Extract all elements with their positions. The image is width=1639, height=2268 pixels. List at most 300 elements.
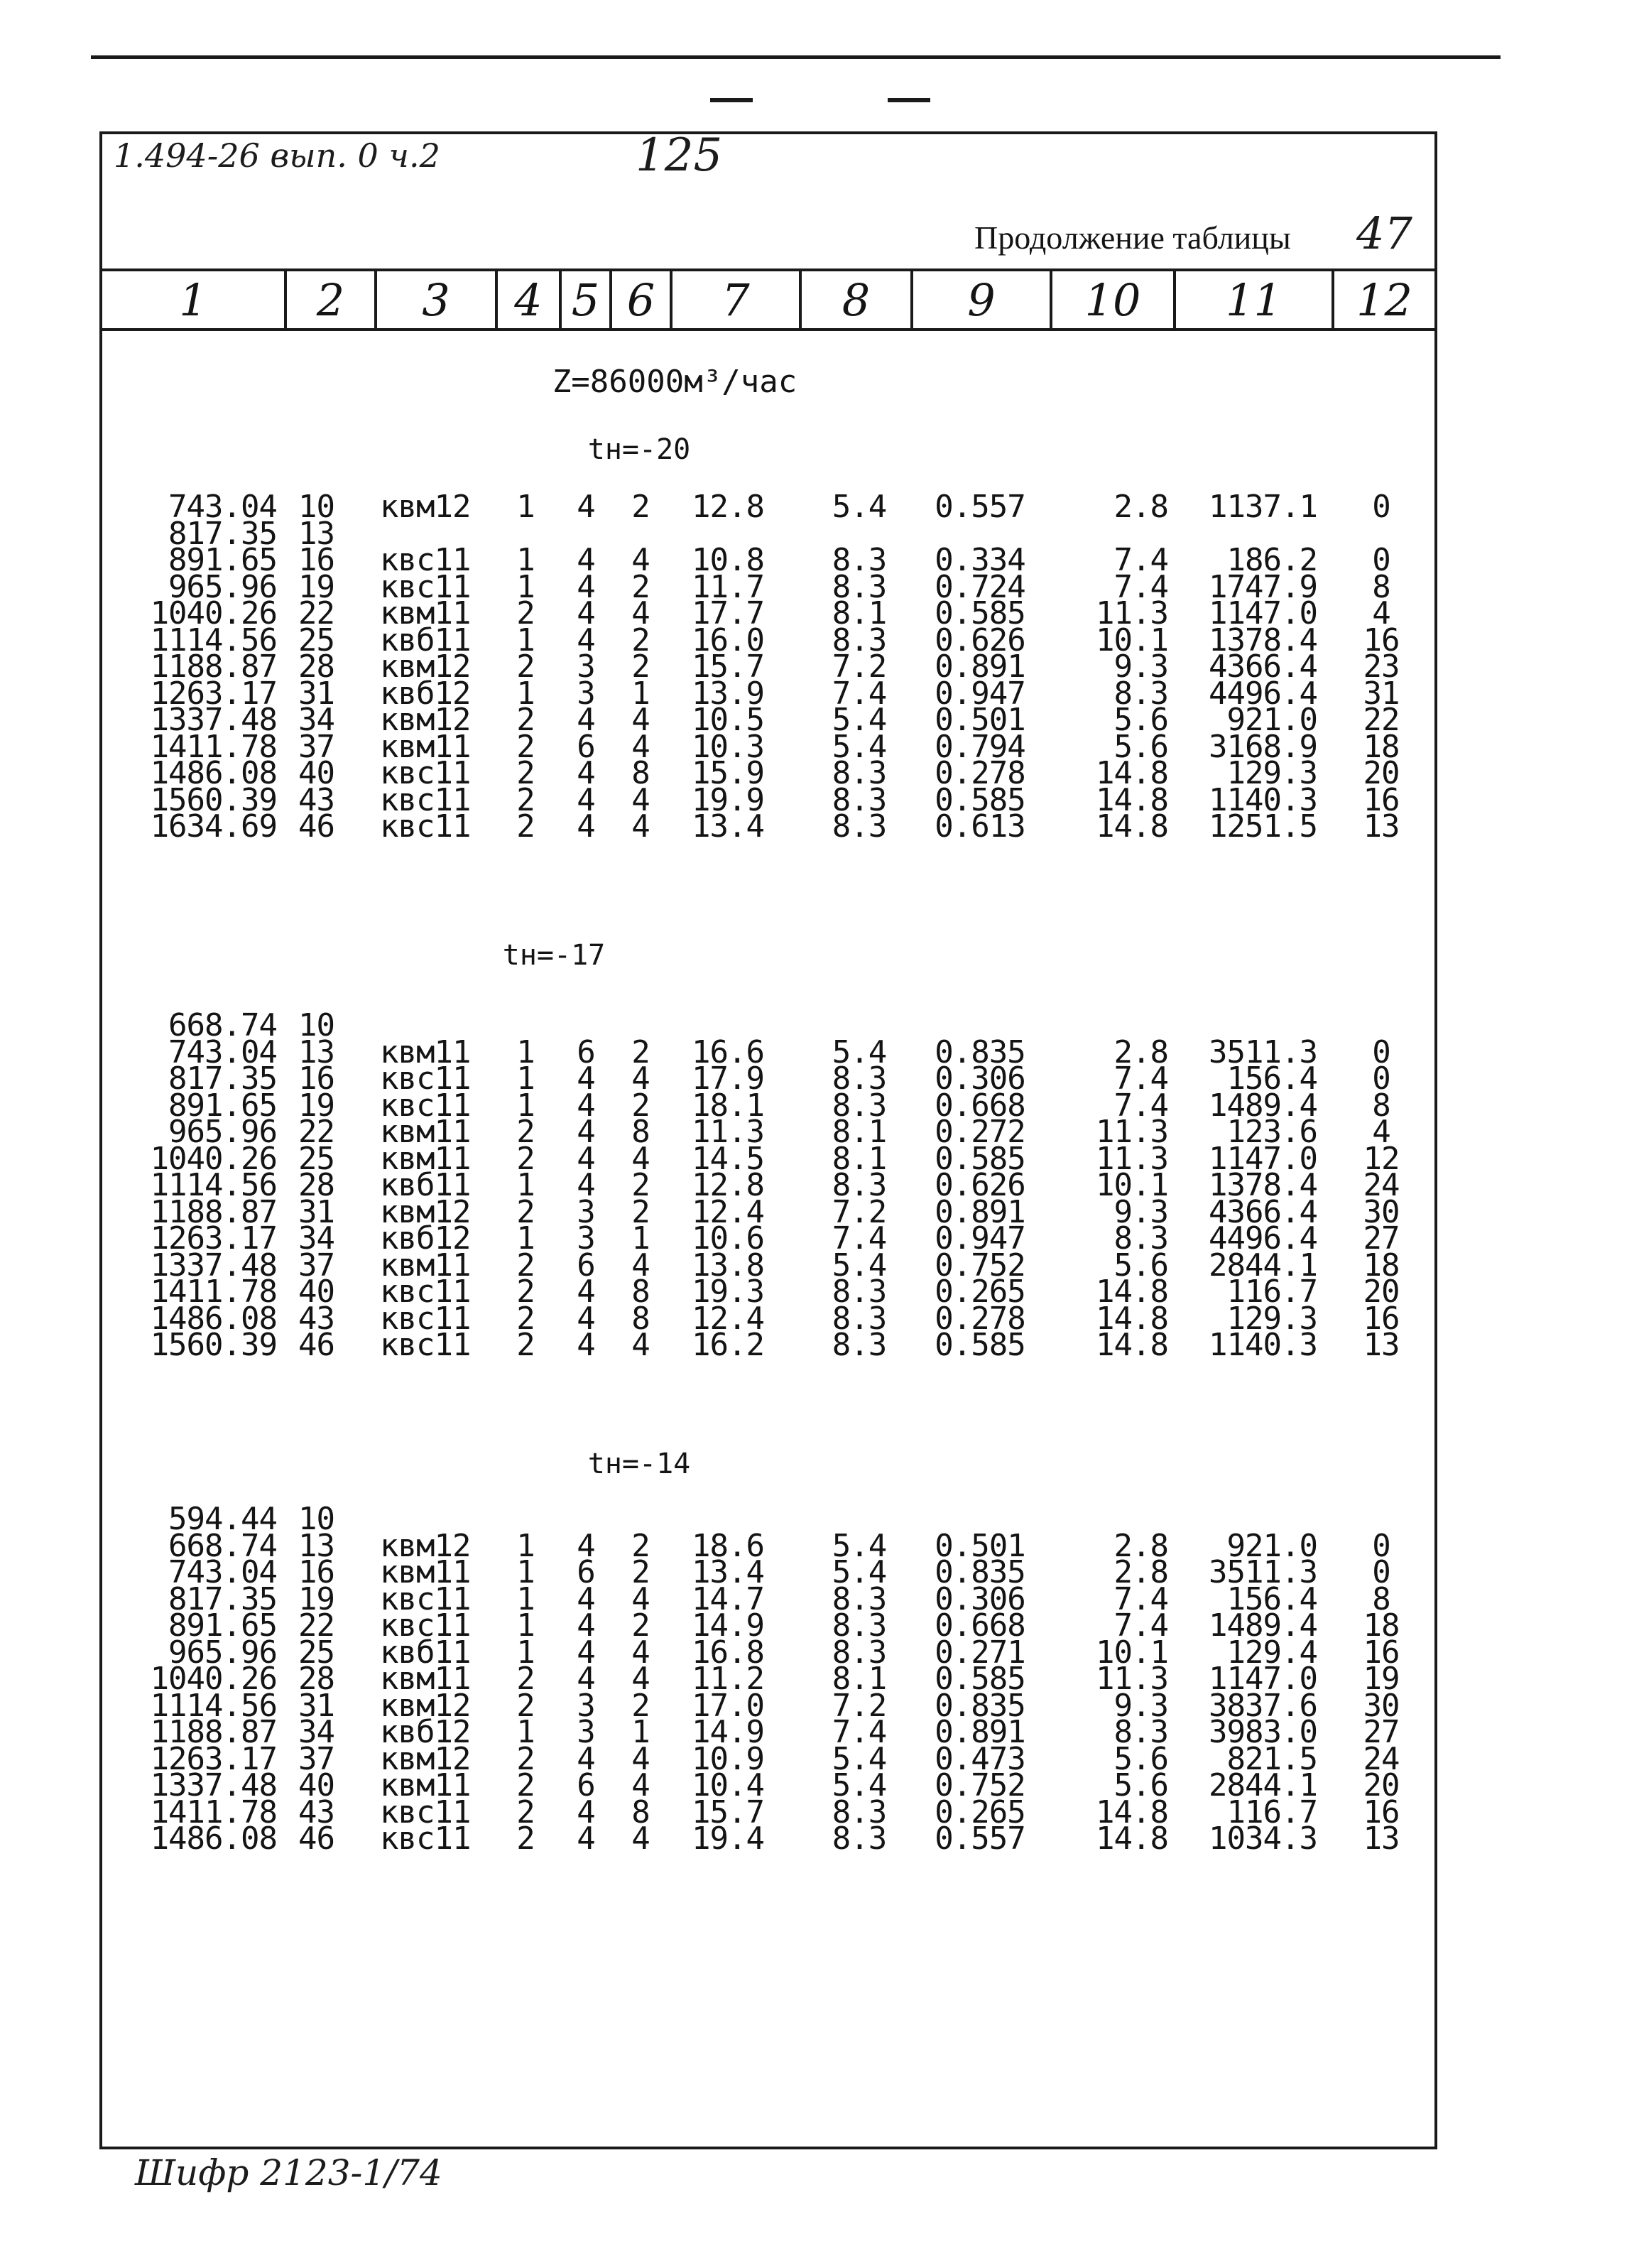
table-cell-col-8: 5.4	[832, 1740, 887, 1777]
table-cell-col-12: 12	[1363, 1140, 1400, 1177]
table-cell-col-11: 4496.4	[1209, 675, 1317, 712]
table-cell-col-3: квс11	[380, 781, 471, 818]
table-cell-col-1: 1263.17	[150, 1220, 277, 1257]
table-cell-col-6: 2	[631, 1607, 650, 1644]
table-cell-col-4: 2	[516, 728, 535, 765]
table-cell-col-11: 1147.0	[1209, 595, 1317, 631]
table-cell-col-3: квс11	[380, 1327, 471, 1363]
table-cell-col-1: 1486.08	[150, 1300, 277, 1337]
frame-top-line	[99, 131, 1437, 134]
table-cell-col-7: 15.7	[692, 1794, 764, 1830]
table-cell-col-1: 1114.56	[150, 1687, 277, 1724]
column-header-10: 10	[1084, 274, 1141, 326]
column-header-9: 9	[967, 274, 996, 326]
table-cell-col-7: 14.9	[692, 1714, 764, 1750]
table-cell-col-2: 28	[298, 1167, 334, 1203]
table-cell-col-2: 25	[298, 622, 334, 658]
table-cell-col-10: 14.8	[1096, 755, 1168, 791]
table-cell-col-4: 1	[516, 1033, 535, 1070]
table-cell-col-1: 1337.48	[150, 1247, 277, 1284]
table-cell-col-10: 11.3	[1096, 1114, 1168, 1150]
table-cell-col-9: 0.613	[935, 808, 1025, 845]
table-cell-col-11: 1137.1	[1209, 489, 1317, 525]
table-cell-col-7: 18.6	[692, 1527, 764, 1564]
table-cell-col-6: 2	[631, 568, 650, 605]
table-cell-col-12: 0	[1372, 542, 1390, 578]
table-cell-col-3: квб12	[380, 1220, 471, 1257]
table-cell-col-9: 0.501	[935, 702, 1025, 738]
table-cell-col-9: 0.947	[935, 675, 1025, 712]
table-cell-col-4: 1	[516, 622, 535, 658]
table-cell-col-11: 3511.3	[1209, 1554, 1317, 1590]
table-cell-col-10: 2.8	[1113, 1554, 1168, 1590]
table-cell-col-12: 20	[1363, 1274, 1400, 1310]
table-cell-col-8: 8.3	[832, 1060, 887, 1097]
table-cell-col-11: 1147.0	[1209, 1140, 1317, 1177]
table-cell-col-7: 10.6	[692, 1220, 764, 1257]
table-cell-col-9: 0.272	[935, 1114, 1025, 1150]
table-cell-col-8: 8.1	[832, 1114, 887, 1150]
table-cell-col-3: квс11	[380, 1580, 471, 1617]
footer-stamp: Шифр 2123-1/74	[135, 2152, 442, 2193]
table-cell-col-1: 1114.56	[150, 1167, 277, 1203]
table-cell-col-12: 16	[1363, 1300, 1400, 1337]
table-cell-col-9: 0.265	[935, 1274, 1025, 1310]
table-cell-col-3: квм12	[380, 1527, 471, 1564]
column-header-1: 1	[179, 274, 207, 326]
table-cell-col-6: 8	[631, 1274, 650, 1310]
table-cell-col-2: 16	[298, 1060, 334, 1097]
table-cell-col-6: 2	[631, 649, 650, 685]
table-cell-col-4: 1	[516, 1580, 535, 1617]
continuation-label: Продолжение таблицы	[974, 219, 1291, 256]
table-cell-col-4: 2	[516, 1740, 535, 1777]
column-header-4: 4	[514, 274, 543, 326]
table-cell-col-3: квм11	[380, 1767, 471, 1803]
table-cell-col-8: 5.4	[832, 1554, 887, 1590]
table-cell-col-6: 1	[631, 1714, 650, 1750]
table-cell-col-12: 16	[1363, 781, 1400, 818]
table-cell-col-8: 8.3	[832, 1300, 887, 1337]
table-cell-col-9: 0.668	[935, 1087, 1025, 1124]
table-cell-col-8: 8.3	[832, 542, 887, 578]
table-cell-col-5: 4	[577, 1527, 595, 1564]
table-cell-col-3: квс11	[380, 808, 471, 845]
table-cell-col-5: 4	[577, 1327, 595, 1363]
table-cell-col-3: квм12	[380, 1740, 471, 1777]
table-cell-col-11: 2844.1	[1209, 1247, 1317, 1284]
table-cell-col-3: квм11	[380, 1247, 471, 1284]
table-cell-col-6: 4	[631, 808, 650, 845]
table-cell-col-10: 9.3	[1113, 649, 1168, 685]
table-cell-col-8: 8.3	[832, 1607, 887, 1644]
table-cell-col-5: 4	[577, 1740, 595, 1777]
table-cell-col-5: 4	[577, 1087, 595, 1124]
table-cell-col-2: 28	[298, 1661, 334, 1697]
table-cell-col-3: квс11	[380, 568, 471, 605]
table-cell-col-6: 2	[631, 622, 650, 658]
table-cell-col-12: 13	[1363, 1821, 1400, 1857]
top-border-line	[91, 55, 1501, 59]
table-cell-col-7: 17.7	[692, 595, 764, 631]
table-cell-col-4: 2	[516, 702, 535, 738]
table-cell-col-5: 4	[577, 1580, 595, 1617]
table-cell-col-4: 1	[516, 1714, 535, 1750]
table-cell-col-10: 14.8	[1096, 1300, 1168, 1337]
table-cell-col-1: 1560.39	[150, 1327, 277, 1363]
table-cell-col-2: 19	[298, 568, 334, 605]
table-cell-col-5: 4	[577, 755, 595, 791]
table-cell-col-4: 2	[516, 595, 535, 631]
table-cell-col-8: 8.3	[832, 781, 887, 818]
table-cell-col-6: 4	[631, 542, 650, 578]
table-cell-col-1: 1040.26	[150, 1140, 277, 1177]
table-cell-col-4: 1	[516, 542, 535, 578]
table-cell-col-9: 0.585	[935, 1327, 1025, 1363]
table-cell-col-1: 891.65	[168, 1607, 277, 1644]
table-cell-col-2: 25	[298, 1634, 334, 1671]
table-cell-col-11: 116.7	[1226, 1794, 1317, 1830]
table-cell-col-7: 16.8	[692, 1634, 764, 1671]
table-cell-col-12: 0	[1372, 1527, 1390, 1564]
table-cell-col-11: 4366.4	[1209, 649, 1317, 685]
table-cell-col-2: 10	[298, 1007, 334, 1043]
table-cell-col-11: 1378.4	[1209, 1167, 1317, 1203]
table-cell-col-10: 2.8	[1113, 489, 1168, 525]
table-cell-col-6: 2	[631, 1087, 650, 1124]
table-cell-col-12: 18	[1363, 1607, 1400, 1644]
table-number: 47	[1356, 207, 1412, 259]
table-cell-col-8: 8.3	[832, 1821, 887, 1857]
table-cell-col-12: 24	[1363, 1740, 1400, 1777]
table-cell-col-9: 0.306	[935, 1060, 1025, 1097]
table-cell-col-10: 7.4	[1113, 1580, 1168, 1617]
table-cell-col-3: квс11	[380, 755, 471, 791]
table-cell-col-11: 3837.6	[1209, 1687, 1317, 1724]
table-cell-col-8: 8.3	[832, 622, 887, 658]
table-cell-col-4: 1	[516, 1527, 535, 1564]
table-cell-col-11: 123.6	[1226, 1114, 1317, 1150]
table-cell-col-2: 19	[298, 1087, 334, 1124]
table-cell-col-7: 17.9	[692, 1060, 764, 1097]
table-cell-col-1: 1040.26	[150, 1661, 277, 1697]
table-cell-col-9: 0.947	[935, 1220, 1025, 1257]
section-title: tн=-20	[587, 433, 691, 466]
table-cell-col-10: 14.8	[1096, 808, 1168, 845]
table-cell-col-12: 20	[1363, 755, 1400, 791]
table-cell-col-8: 8.1	[832, 1661, 887, 1697]
table-cell-col-10: 5.6	[1113, 1740, 1168, 1777]
table-cell-col-9: 0.835	[935, 1033, 1025, 1070]
table-cell-col-2: 40	[298, 1767, 334, 1803]
table-cell-col-4: 1	[516, 1607, 535, 1644]
table-cell-col-10: 14.8	[1096, 1274, 1168, 1310]
table-cell-col-2: 13	[298, 1527, 334, 1564]
page-number: 125	[636, 129, 723, 182]
table-cell-col-6: 8	[631, 755, 650, 791]
table-cell-col-6: 2	[631, 1193, 650, 1230]
table-cell-col-12: 31	[1363, 675, 1400, 712]
table-cell-col-5: 6	[577, 1247, 595, 1284]
table-cell-col-9: 0.265	[935, 1794, 1025, 1830]
table-cell-col-7: 11.3	[692, 1114, 764, 1150]
table-cell-col-3: квс11	[380, 1087, 471, 1124]
table-cell-col-5: 4	[577, 1140, 595, 1177]
table-cell-col-5: 6	[577, 1767, 595, 1803]
table-cell-col-11: 186.2	[1226, 542, 1317, 578]
table-cell-col-6: 2	[631, 489, 650, 525]
table-cell-col-6: 2	[631, 1033, 650, 1070]
table-cell-col-2: 31	[298, 1193, 334, 1230]
table-cell-col-8: 8.3	[832, 568, 887, 605]
table-cell-col-5: 4	[577, 1114, 595, 1150]
table-cell-col-2: 40	[298, 1274, 334, 1310]
table-cell-col-11: 821.5	[1226, 1740, 1317, 1777]
table-cell-col-7: 12.4	[692, 1300, 764, 1337]
table-cell-col-6: 2	[631, 1167, 650, 1203]
table-cell-col-6: 4	[631, 1767, 650, 1803]
table-subtitle: Z=86000м³/час	[552, 364, 797, 400]
table-cell-col-6: 4	[631, 781, 650, 818]
table-cell-col-9: 0.278	[935, 1300, 1025, 1337]
table-cell-col-3: квм11	[380, 1554, 471, 1590]
table-cell-col-1: 817.35	[168, 1580, 277, 1617]
column-header-8: 8	[842, 274, 871, 326]
table-cell-col-3: квм12	[380, 489, 471, 525]
table-cell-col-12: 8	[1372, 1087, 1390, 1124]
table-cell-col-7: 12.8	[692, 1167, 764, 1203]
table-cell-col-3: квм11	[380, 595, 471, 631]
table-cell-col-7: 16.6	[692, 1033, 764, 1070]
table-cell-col-7: 10.9	[692, 1740, 764, 1777]
table-cell-col-12: 23	[1363, 649, 1400, 685]
table-cell-col-4: 2	[516, 1661, 535, 1697]
table-cell-col-9: 0.278	[935, 755, 1025, 791]
table-cell-col-1: 743.04	[168, 1554, 277, 1590]
table-cell-col-12: 4	[1372, 595, 1390, 631]
table-cell-col-3: квс11	[380, 1060, 471, 1097]
table-cell-col-10: 7.4	[1113, 1087, 1168, 1124]
table-cell-col-6: 4	[631, 728, 650, 765]
table-cell-col-9: 0.557	[935, 489, 1025, 525]
table-cell-col-11: 129.3	[1226, 1300, 1317, 1337]
footer-top-line	[99, 2147, 1437, 2149]
table-cell-col-8: 8.3	[832, 808, 887, 845]
table-cell-col-6: 2	[631, 1687, 650, 1724]
table-cell-col-12: 0	[1372, 1554, 1390, 1590]
table-cell-col-5: 4	[577, 1274, 595, 1310]
table-cell-col-1: 965.96	[168, 1114, 277, 1150]
table-cell-col-7: 12.8	[692, 489, 764, 525]
table-cell-col-4: 1	[516, 1554, 535, 1590]
table-cell-col-1: 594.44	[168, 1501, 277, 1537]
table-cell-col-2: 37	[298, 728, 334, 765]
table-cell-col-4: 2	[516, 1794, 535, 1830]
table-cell-col-3: квс11	[380, 1821, 471, 1857]
table-cell-col-7: 16.0	[692, 622, 764, 658]
table-cell-col-2: 10	[298, 489, 334, 525]
table-cell-col-4: 2	[516, 808, 535, 845]
table-cell-col-11: 1747.9	[1209, 568, 1317, 605]
table-cell-col-1: 1188.87	[150, 1193, 277, 1230]
table-cell-col-10: 2.8	[1113, 1527, 1168, 1564]
table-cell-col-2: 34	[298, 1714, 334, 1750]
table-cell-col-1: 1634.69	[150, 808, 277, 845]
table-cell-col-5: 6	[577, 1554, 595, 1590]
table-cell-col-1: 1188.87	[150, 1714, 277, 1750]
section-title: tн=-17	[502, 939, 606, 972]
table-cell-col-8: 7.2	[832, 1193, 887, 1230]
table-cell-col-6: 8	[631, 1114, 650, 1150]
table-cell-col-5: 4	[577, 1300, 595, 1337]
table-cell-col-10: 7.4	[1113, 1060, 1168, 1097]
table-cell-col-8: 8.3	[832, 1167, 887, 1203]
table-cell-col-3: квб12	[380, 675, 471, 712]
table-cell-col-4: 2	[516, 755, 535, 791]
table-cell-col-1: 891.65	[168, 1087, 277, 1124]
table-cell-col-3: квс11	[380, 1274, 471, 1310]
table-cell-col-8: 8.3	[832, 1327, 887, 1363]
table-cell-col-5: 6	[577, 728, 595, 765]
table-cell-col-2: 34	[298, 1220, 334, 1257]
table-cell-col-9: 0.891	[935, 1714, 1025, 1750]
header-bottom-line	[99, 268, 1437, 271]
table-cell-col-10: 9.3	[1113, 1687, 1168, 1724]
table-cell-col-12: 8	[1372, 1580, 1390, 1617]
table-cell-col-11: 2844.1	[1209, 1767, 1317, 1803]
table-cell-col-2: 22	[298, 1607, 334, 1644]
table-cell-col-10: 2.8	[1113, 1033, 1168, 1070]
table-cell-col-8: 5.4	[832, 1527, 887, 1564]
table-cell-col-4: 1	[516, 1167, 535, 1203]
table-cell-col-12: 18	[1363, 1247, 1400, 1284]
table-cell-col-6: 8	[631, 1794, 650, 1830]
top-dash-right	[888, 98, 930, 102]
table-cell-col-8: 5.4	[832, 728, 887, 765]
table-cell-col-7: 10.3	[692, 728, 764, 765]
table-cell-col-1: 1188.87	[150, 649, 277, 685]
table-cell-col-1: 1411.78	[150, 728, 277, 765]
table-cell-col-7: 12.4	[692, 1193, 764, 1230]
table-cell-col-4: 1	[516, 1060, 535, 1097]
table-cell-col-2: 46	[298, 1821, 334, 1857]
column-header-5: 5	[571, 274, 600, 326]
table-cell-col-2: 16	[298, 1554, 334, 1590]
table-cell-col-1: 668.74	[168, 1527, 277, 1564]
table-cell-col-3: квм11	[380, 1114, 471, 1150]
table-cell-col-10: 5.6	[1113, 1247, 1168, 1284]
table-cell-col-2: 19	[298, 1580, 334, 1617]
table-cell-col-7: 13.8	[692, 1247, 764, 1284]
table-cell-col-1: 1263.17	[150, 1740, 277, 1777]
table-cell-col-9: 0.501	[935, 1527, 1025, 1564]
table-cell-col-1: 1486.08	[150, 1821, 277, 1857]
column-header-2: 2	[316, 274, 345, 326]
table-cell-col-9: 0.473	[935, 1740, 1025, 1777]
table-cell-col-7: 13.9	[692, 675, 764, 712]
table-cell-col-7: 14.5	[692, 1140, 764, 1177]
table-cell-col-4: 2	[516, 1274, 535, 1310]
table-cell-col-8: 8.3	[832, 1087, 887, 1124]
table-cell-col-4: 2	[516, 1687, 535, 1724]
table-cell-col-5: 4	[577, 702, 595, 738]
table-cell-col-8: 5.4	[832, 1247, 887, 1284]
table-cell-col-8: 7.2	[832, 649, 887, 685]
table-cell-col-2: 34	[298, 702, 334, 738]
table-cell-col-3: квм12	[380, 1687, 471, 1724]
table-cell-col-11: 116.7	[1226, 1274, 1317, 1310]
table-cell-col-6: 4	[631, 1821, 650, 1857]
table-cell-col-5: 3	[577, 1687, 595, 1724]
table-cell-col-10: 7.4	[1113, 1607, 1168, 1644]
table-cell-col-8: 8.3	[832, 1794, 887, 1830]
table-cell-col-11: 129.4	[1226, 1634, 1317, 1671]
table-cell-col-3: квб11	[380, 1167, 471, 1203]
table-cell-col-7: 10.4	[692, 1767, 764, 1803]
table-cell-col-8: 8.1	[832, 1140, 887, 1177]
table-cell-col-3: квс11	[380, 1607, 471, 1644]
table-cell-col-1: 1411.78	[150, 1274, 277, 1310]
table-cell-col-12: 16	[1363, 622, 1400, 658]
table-cell-col-11: 4496.4	[1209, 1220, 1317, 1257]
table-cell-col-2: 43	[298, 781, 334, 818]
table-cell-col-2: 25	[298, 1140, 334, 1177]
table-cell-col-4: 2	[516, 1114, 535, 1150]
table-cell-col-10: 5.6	[1113, 728, 1168, 765]
table-cell-col-10: 14.8	[1096, 781, 1168, 818]
table-cell-col-10: 8.3	[1113, 675, 1168, 712]
table-cell-col-12: 13	[1363, 1327, 1400, 1363]
table-cell-col-5: 4	[577, 542, 595, 578]
table-cell-col-9: 0.557	[935, 1821, 1025, 1857]
table-cell-col-1: 1411.78	[150, 1794, 277, 1830]
table-cell-col-12: 24	[1363, 1167, 1400, 1203]
table-cell-col-10: 9.3	[1113, 1193, 1168, 1230]
table-cell-col-6: 4	[631, 1060, 650, 1097]
table-cell-col-6: 4	[631, 1247, 650, 1284]
table-cell-col-6: 4	[631, 702, 650, 738]
table-cell-col-12: 30	[1363, 1687, 1400, 1724]
table-cell-col-3: квс11	[380, 1300, 471, 1337]
table-cell-col-10: 8.3	[1113, 1714, 1168, 1750]
table-cell-col-5: 3	[577, 1714, 595, 1750]
column-header-6: 6	[626, 274, 655, 326]
table-cell-col-5: 4	[577, 781, 595, 818]
table-cell-col-5: 3	[577, 675, 595, 712]
table-cell-col-7: 15.7	[692, 649, 764, 685]
table-cell-col-2: 37	[298, 1247, 334, 1284]
table-cell-col-3: квб11	[380, 1634, 471, 1671]
table-cell-col-4: 2	[516, 1300, 535, 1337]
table-cell-col-6: 4	[631, 595, 650, 631]
table-cell-col-5: 4	[577, 1607, 595, 1644]
frame-left-line	[99, 131, 102, 2149]
table-cell-col-11: 1378.4	[1209, 622, 1317, 658]
table-cell-col-8: 8.3	[832, 755, 887, 791]
table-cell-col-9: 0.835	[935, 1687, 1025, 1724]
table-cell-col-3: квм11	[380, 1661, 471, 1697]
table-cell-col-7: 10.8	[692, 542, 764, 578]
table-cell-col-9: 0.334	[935, 542, 1025, 578]
table-cell-col-1: 1560.39	[150, 781, 277, 818]
table-cell-col-3: квс11	[380, 1794, 471, 1830]
table-cell-col-12: 0	[1372, 1060, 1390, 1097]
table-cell-col-1: 1337.48	[150, 1767, 277, 1803]
table-cell-col-10: 5.6	[1113, 702, 1168, 738]
table-cell-col-11: 1489.4	[1209, 1607, 1317, 1644]
table-cell-col-8: 5.4	[832, 1767, 887, 1803]
table-cell-col-11: 3168.9	[1209, 728, 1317, 765]
